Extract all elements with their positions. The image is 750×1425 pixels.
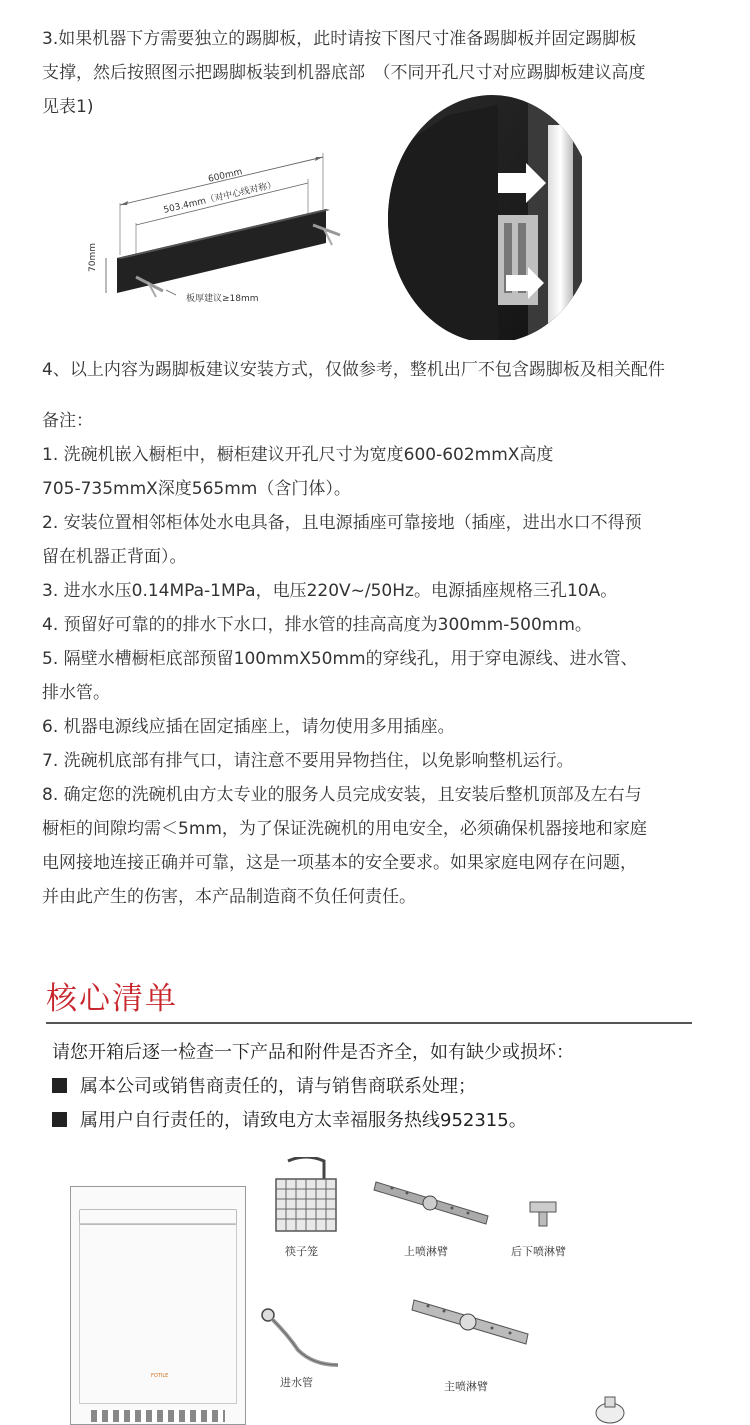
upper-spray-arm-image xyxy=(372,1172,494,1232)
dishwasher-image xyxy=(70,1186,246,1425)
section-title: 核心清单 xyxy=(46,981,178,1017)
section-divider xyxy=(46,1022,692,1024)
intro-paragraph xyxy=(42,22,722,124)
main-spray-arm-image xyxy=(410,1290,534,1350)
dimension-center-label: 503.4mm（对中心线对称） xyxy=(162,180,278,216)
note-line: 3. 进水水压0.14MPa-1MPa，电压220V~/50Hz。电源插座规格三孔10A。 xyxy=(42,581,618,601)
checklist-intro: 请您开箱后逐一检查一下产品和附件是否齐全，如有缺少或损坏： xyxy=(52,1042,574,1063)
note-line: 电网接地连接正确并可靠，这是一项基本的安全要求。如果家庭电网存在问题， xyxy=(42,853,637,873)
inlet-hose-caption: 进水管 xyxy=(280,1376,313,1389)
checklist-item: 属用户自行责任的，请致电方太幸福服务热线952315。 xyxy=(52,1104,527,1138)
install-closeup-image xyxy=(388,95,582,340)
upper-arm-caption: 上喷淋臂 xyxy=(404,1245,448,1258)
brand-logo: FOTILE xyxy=(151,1373,169,1379)
note-line: 橱柜的间隙均需＜5mm，为了保证洗碗机的用电安全，必须确保机器接地和家庭 xyxy=(42,819,647,839)
note-line: 4. 预留好可靠的的排水下水口，排水管的挂高高度为300mm-500mm。 xyxy=(42,615,592,635)
note-line: 1. 洗碗机嵌入橱柜中，橱柜建议开孔尺寸为宽度600-602mmX高度 xyxy=(42,445,554,465)
thickness-label: 板厚建议≥18mm xyxy=(186,294,259,304)
checklist-item: 属本公司或销售商责任的，请与销售商联系处理； xyxy=(52,1070,476,1104)
intro-line-1: 3.如果机器下方需要独立的踢脚板，此时请按下图尺寸准备踢脚板并固定踢脚板 xyxy=(42,29,637,49)
cutlery-basket-image xyxy=(270,1157,342,1239)
notes-section xyxy=(42,404,722,914)
note-line: 并由此产生的伤害，本产品制造商不负任何责任。 xyxy=(42,887,416,907)
partial-accessory-image xyxy=(590,1395,630,1425)
note-line: 留在机器正背面）。 xyxy=(42,547,187,567)
rear-spray-arm-image xyxy=(528,1200,558,1230)
rear-arm-caption: 后下喷淋臂 xyxy=(511,1245,566,1258)
point-4-text: 4、以上内容为踢脚板建议安装方式，仅做参考，整机出厂不包含踢脚板及相关配件 xyxy=(42,360,665,380)
note-line: 6. 机器电源线应插在固定插座上，请勿使用多用插座。 xyxy=(42,717,455,737)
intro-line-2: 支撑，然后按照图示把踢脚板装到机器底部 （不同开孔尺寸对应踢脚板建议高度 xyxy=(42,63,646,83)
note-line: 7. 洗碗机底部有排气口，请注意不要用异物挡住，以免影响整机运行。 xyxy=(42,751,574,771)
intro-line-3: 见表1) xyxy=(42,97,94,117)
notes-heading: 备注： xyxy=(42,411,93,431)
bullet-square-icon xyxy=(52,1112,67,1127)
main-arm-caption: 主喷淋臂 xyxy=(444,1380,488,1393)
bullet-square-icon xyxy=(52,1078,67,1093)
basket-caption: 筷子笼 xyxy=(285,1245,318,1258)
note-line: 705-735mmX深度565mm（含门体）。 xyxy=(42,479,351,499)
dimension-600-label: 600mm xyxy=(207,167,244,185)
dimension-height-label: 70mm xyxy=(88,243,98,272)
note-line: 5. 隔壁水槽橱柜底部预留100mmX50mm的穿线孔，用于穿电源线、进水管、 xyxy=(42,649,638,669)
inlet-hose-image xyxy=(258,1305,348,1370)
note-line: 8. 确定您的洗碗机由方太专业的服务人员完成安装，且安装后整机顶部及左右与 xyxy=(42,785,642,805)
note-line: 2. 安装位置相邻柜体处水电具备，且电源插座可靠接地（插座，进出水口不得预 xyxy=(42,513,642,533)
note-line: 排水管。 xyxy=(42,683,110,703)
